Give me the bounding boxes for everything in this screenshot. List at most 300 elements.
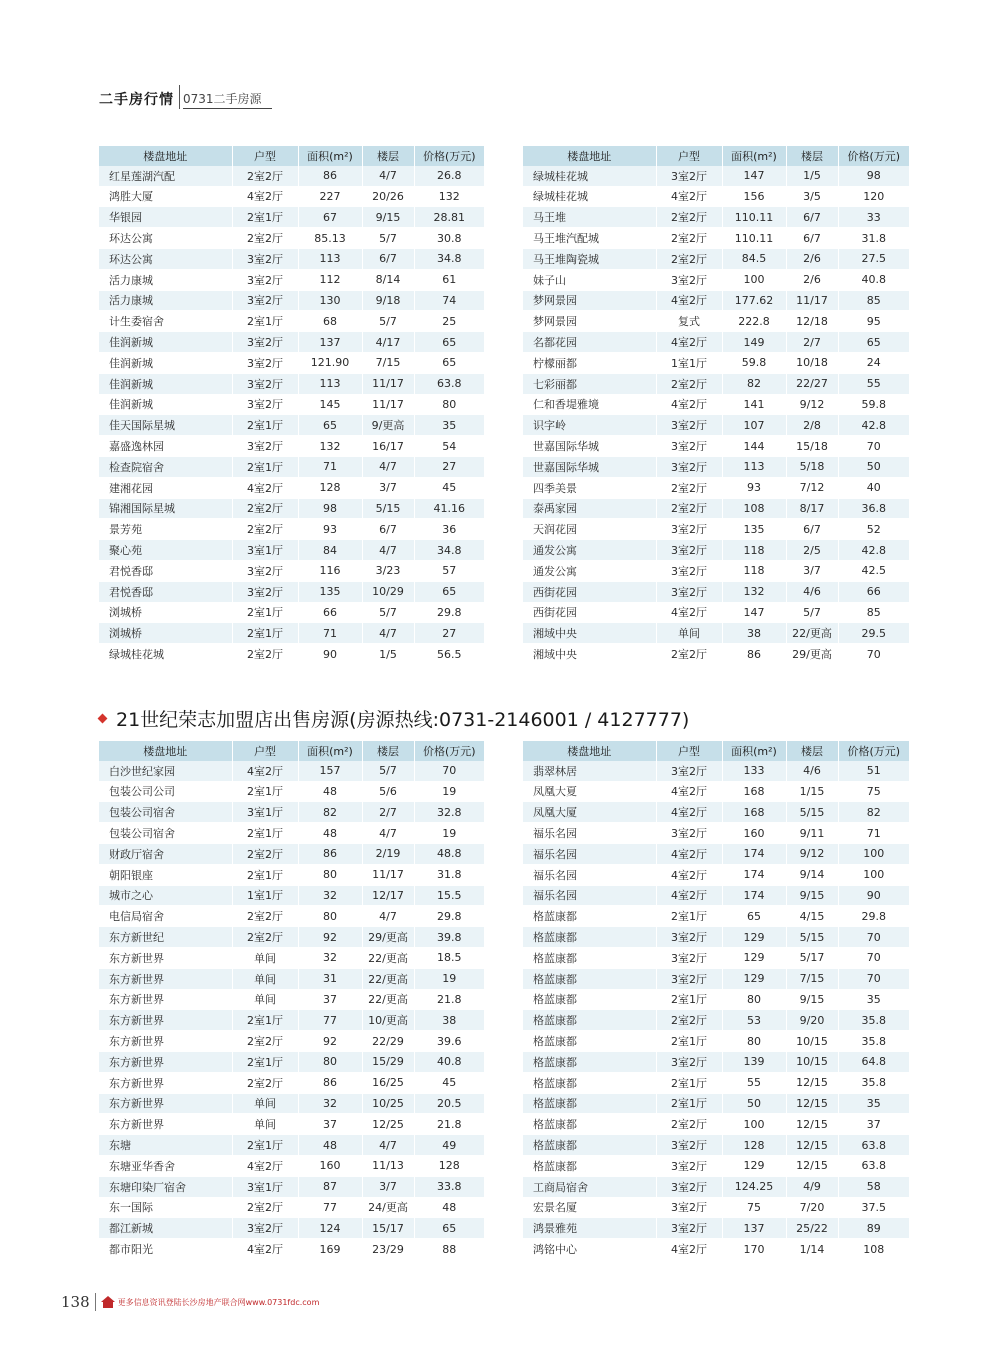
section-heading: 二手房行情 <box>99 92 174 108</box>
cell-address: 福乐名园 <box>523 864 656 885</box>
cell-address: 仁和香堤雅境 <box>523 394 656 415</box>
cell-price: 59.8 <box>838 394 909 415</box>
cell-layout: 4室2厅 <box>656 186 722 207</box>
cell-layout: 3室2厅 <box>656 519 722 540</box>
cell-layout: 2室2厅 <box>656 498 722 519</box>
footer-website-text: 更多信息资讯登陆长沙房地产联合网www.0731fdc.com <box>117 1297 320 1307</box>
cell-layout: 2室2厅 <box>232 1031 298 1052</box>
cell-layout: 2室2厅 <box>232 1072 298 1093</box>
table-row <box>99 352 484 373</box>
cell-address: 工商局宿舍 <box>523 1176 656 1197</box>
cell-floor: 10/18 <box>786 352 838 373</box>
cell-price: 21.8 <box>414 989 484 1010</box>
cell-floor: 5/7 <box>786 602 838 623</box>
cell-area: 98 <box>298 498 362 519</box>
cell-layout: 2室1厅 <box>232 311 298 332</box>
table-row <box>523 989 909 1010</box>
table-row <box>523 373 909 394</box>
table-row <box>523 207 909 228</box>
cell-area: 169 <box>298 1239 362 1260</box>
cell-area: 118 <box>722 540 786 561</box>
cell-area: 37 <box>298 989 362 1010</box>
cell-price: 90 <box>838 885 909 906</box>
listing-table-4 <box>523 741 909 1260</box>
cell-area: 112 <box>298 269 362 290</box>
col-header-floor: 楼层 <box>786 741 838 761</box>
cell-price: 35 <box>414 415 484 436</box>
cell-price: 40 <box>838 477 909 498</box>
cell-layout: 3室2厅 <box>232 560 298 581</box>
cell-layout: 复式 <box>656 311 722 332</box>
cell-layout: 2室1厅 <box>232 602 298 623</box>
cell-layout: 3室2厅 <box>232 248 298 269</box>
cell-floor: 4/7 <box>362 1135 414 1156</box>
table-row <box>523 394 909 415</box>
cell-layout: 2室2厅 <box>656 1010 722 1031</box>
table-row <box>99 906 484 927</box>
cell-floor: 12/18 <box>786 311 838 332</box>
cell-price: 36 <box>414 519 484 540</box>
cell-floor: 8/17 <box>786 498 838 519</box>
cell-address: 红星莲湖汽配 <box>99 166 232 186</box>
col-header-layout: 户型 <box>656 741 722 761</box>
cell-floor: 12/15 <box>786 1093 838 1114</box>
cell-area: 67 <box>298 207 362 228</box>
cell-price: 120 <box>838 186 909 207</box>
table-row <box>523 644 909 665</box>
cell-layout: 2室1厅 <box>232 623 298 644</box>
cell-address: 名都花园 <box>523 332 656 353</box>
table-row <box>99 311 484 332</box>
cell-floor: 4/7 <box>362 540 414 561</box>
cell-address: 景芳苑 <box>99 519 232 540</box>
cell-price: 71 <box>838 823 909 844</box>
cell-area: 168 <box>722 802 786 823</box>
cell-floor: 3/7 <box>362 1176 414 1197</box>
table-row <box>99 623 484 644</box>
cell-area: 135 <box>722 519 786 540</box>
cell-area: 77 <box>298 1010 362 1031</box>
cell-floor: 9/12 <box>786 394 838 415</box>
cell-area: 31 <box>298 968 362 989</box>
cell-address: 锦湘国际星城 <box>99 498 232 519</box>
cell-price: 35.8 <box>838 1072 909 1093</box>
cell-layout: 1室1厅 <box>656 352 722 373</box>
cell-price: 70 <box>838 927 909 948</box>
cell-address: 东方新世纪 <box>99 927 232 948</box>
cell-layout: 2室1厅 <box>232 864 298 885</box>
cell-price: 100 <box>838 864 909 885</box>
cell-floor: 6/7 <box>786 207 838 228</box>
cell-address: 鸿铭中心 <box>523 1239 656 1260</box>
cell-floor: 2/6 <box>786 248 838 269</box>
cell-floor: 15/18 <box>786 436 838 457</box>
cell-address: 绿城桂花城 <box>99 644 232 665</box>
cell-price: 70 <box>838 947 909 968</box>
cell-area: 141 <box>722 394 786 415</box>
col-header-address: 楼盘地址 <box>523 146 656 166</box>
cell-address: 浏城桥 <box>99 602 232 623</box>
table-row <box>523 968 909 989</box>
cell-floor: 24/更高 <box>362 1197 414 1218</box>
table-row <box>99 1093 484 1114</box>
cell-area: 174 <box>722 885 786 906</box>
cell-area: 59.8 <box>722 352 786 373</box>
cell-price: 88 <box>414 1239 484 1260</box>
cell-layout: 3室2厅 <box>656 1051 722 1072</box>
table-row <box>99 519 484 540</box>
cell-floor: 11/17 <box>786 290 838 311</box>
cell-layout: 2室1厅 <box>656 1031 722 1052</box>
col-header-price: 价格(万元) <box>414 741 484 761</box>
cell-address: 佳天国际星城 <box>99 415 232 436</box>
cell-floor: 7/15 <box>362 352 414 373</box>
table-row <box>523 1239 909 1260</box>
cell-floor: 5/6 <box>362 781 414 802</box>
cell-layout: 单间 <box>232 968 298 989</box>
cell-address: 东一国际 <box>99 1197 232 1218</box>
cell-layout: 2室1厅 <box>656 1072 722 1093</box>
cell-address: 宏景名厦 <box>523 1197 656 1218</box>
cell-floor: 12/15 <box>786 1155 838 1176</box>
cell-layout: 3室1厅 <box>232 1176 298 1197</box>
table-row <box>99 415 484 436</box>
cell-address: 东方新世界 <box>99 968 232 989</box>
cell-area: 128 <box>298 477 362 498</box>
cell-address: 朝阳银座 <box>99 864 232 885</box>
cell-layout: 4室2厅 <box>656 864 722 885</box>
cell-address: 东方新世界 <box>99 1051 232 1072</box>
cell-layout: 3室2厅 <box>232 394 298 415</box>
diamond-bullet-icon <box>98 714 108 724</box>
cell-floor: 5/17 <box>786 947 838 968</box>
cell-floor: 16/25 <box>362 1072 414 1093</box>
col-header-address: 楼盘地址 <box>99 741 232 761</box>
cell-layout: 3室2厅 <box>232 352 298 373</box>
cell-address: 梦网景园 <box>523 290 656 311</box>
cell-area: 100 <box>722 269 786 290</box>
cell-area: 66 <box>298 602 362 623</box>
cell-area: 86 <box>722 644 786 665</box>
cell-floor: 22/29 <box>362 1031 414 1052</box>
cell-floor: 5/15 <box>786 802 838 823</box>
cell-area: 129 <box>722 968 786 989</box>
table-row <box>99 248 484 269</box>
cell-layout: 2室1厅 <box>232 1135 298 1156</box>
cell-address: 格蓝康都 <box>523 1135 656 1156</box>
cell-layout: 2室1厅 <box>232 1051 298 1072</box>
cell-layout: 2室1厅 <box>232 415 298 436</box>
cell-price: 64.8 <box>838 1051 909 1072</box>
cell-address: 四季美景 <box>523 477 656 498</box>
cell-area: 93 <box>298 519 362 540</box>
cell-floor: 5/15 <box>786 927 838 948</box>
cell-address: 佳润新城 <box>99 373 232 394</box>
cell-address: 聚心苑 <box>99 540 232 561</box>
col-header-area: 面积(m²) <box>298 741 362 761</box>
table-row <box>523 1093 909 1114</box>
cell-layout: 4室2厅 <box>232 186 298 207</box>
table-row <box>99 1051 484 1072</box>
table-row <box>99 1010 484 1031</box>
cell-price: 27 <box>414 623 484 644</box>
cell-layout: 3室2厅 <box>656 968 722 989</box>
cell-floor: 4/9 <box>786 1176 838 1197</box>
cell-area: 128 <box>722 1135 786 1156</box>
cell-area: 80 <box>722 1031 786 1052</box>
cell-price: 28.81 <box>414 207 484 228</box>
cell-floor: 16/17 <box>362 436 414 457</box>
cell-area: 170 <box>722 1239 786 1260</box>
cell-price: 61 <box>414 269 484 290</box>
cell-area: 144 <box>722 436 786 457</box>
cell-floor: 12/15 <box>786 1135 838 1156</box>
cell-floor: 22/更高 <box>362 947 414 968</box>
table-row <box>523 781 909 802</box>
table-row <box>523 311 909 332</box>
cell-price: 65 <box>414 581 484 602</box>
cell-price: 19 <box>414 823 484 844</box>
cell-address: 佳润新城 <box>99 352 232 373</box>
cell-price: 32.8 <box>414 802 484 823</box>
table-row <box>99 1072 484 1093</box>
table-row <box>99 373 484 394</box>
cell-area: 84 <box>298 540 362 561</box>
cell-floor: 10/15 <box>786 1051 838 1072</box>
cell-price: 63.8 <box>838 1155 909 1176</box>
cell-address: 绿城桂花城 <box>523 186 656 207</box>
table-row <box>523 166 909 186</box>
table-row <box>99 477 484 498</box>
cell-price: 19 <box>414 968 484 989</box>
cell-address: 东方新世界 <box>99 947 232 968</box>
cell-area: 124.25 <box>722 1176 786 1197</box>
listing-table-1 <box>99 146 484 665</box>
cell-price: 100 <box>838 843 909 864</box>
col-header-price: 价格(万元) <box>838 146 909 166</box>
table-row <box>523 560 909 581</box>
cell-price: 29.8 <box>838 906 909 927</box>
cell-price: 63.8 <box>838 1135 909 1156</box>
table-row <box>99 498 484 519</box>
cell-area: 124 <box>298 1218 362 1239</box>
cell-address: 柠檬丽都 <box>523 352 656 373</box>
cell-address: 凤凰大厦 <box>523 802 656 823</box>
listing-table-2 <box>523 146 909 665</box>
cell-address: 七彩丽都 <box>523 373 656 394</box>
cell-layout: 单间 <box>656 623 722 644</box>
cell-layout: 2室2厅 <box>232 843 298 864</box>
cell-address: 格蓝康都 <box>523 1051 656 1072</box>
cell-address: 天润花园 <box>523 519 656 540</box>
cell-area: 80 <box>298 906 362 927</box>
table-row <box>99 885 484 906</box>
cell-price: 98 <box>838 166 909 186</box>
cell-price: 21.8 <box>414 1114 484 1135</box>
cell-area: 48 <box>298 1135 362 1156</box>
cell-area: 116 <box>298 560 362 581</box>
cell-price: 70 <box>414 761 484 781</box>
cell-address: 格蓝康都 <box>523 906 656 927</box>
cell-layout: 3室2厅 <box>656 269 722 290</box>
cell-address: 马王堆陶瓷城 <box>523 248 656 269</box>
cell-layout: 2室2厅 <box>656 477 722 498</box>
cell-price: 40.8 <box>414 1051 484 1072</box>
table-row <box>523 269 909 290</box>
cell-layout: 单间 <box>232 1114 298 1135</box>
cell-layout: 2室2厅 <box>656 373 722 394</box>
cell-area: 85.13 <box>298 228 362 249</box>
cell-price: 48.8 <box>414 843 484 864</box>
table-row <box>99 602 484 623</box>
cell-price: 55 <box>838 373 909 394</box>
cell-floor: 2/5 <box>786 540 838 561</box>
cell-address: 格蓝康都 <box>523 1010 656 1031</box>
table-row <box>99 1135 484 1156</box>
footer-divider <box>95 1293 96 1311</box>
cell-layout: 3室2厅 <box>232 332 298 353</box>
cell-area: 48 <box>298 781 362 802</box>
cell-floor: 10/15 <box>786 1031 838 1052</box>
cell-area: 147 <box>722 602 786 623</box>
cell-price: 29.8 <box>414 906 484 927</box>
table-row <box>99 581 484 602</box>
cell-layout: 4室2厅 <box>656 781 722 802</box>
cell-floor: 22/更高 <box>362 989 414 1010</box>
cell-price: 54 <box>414 436 484 457</box>
table-row <box>523 519 909 540</box>
table-row <box>523 456 909 477</box>
cell-floor: 1/5 <box>362 644 414 665</box>
table-row <box>99 1176 484 1197</box>
cell-address: 环达公寓 <box>99 228 232 249</box>
table-row <box>523 947 909 968</box>
cell-price: 33.8 <box>414 1176 484 1197</box>
cell-floor: 5/7 <box>362 228 414 249</box>
cell-floor: 8/14 <box>362 269 414 290</box>
cell-layout: 2室2厅 <box>656 644 722 665</box>
cell-layout: 4室2厅 <box>656 394 722 415</box>
cell-price: 74 <box>414 290 484 311</box>
cell-price: 42.5 <box>838 560 909 581</box>
col-header-floor: 楼层 <box>786 146 838 166</box>
cell-address: 梦网景园 <box>523 311 656 332</box>
cell-floor: 9/14 <box>786 864 838 885</box>
table-row <box>99 968 484 989</box>
cell-layout: 2室2厅 <box>656 1114 722 1135</box>
table-row <box>99 644 484 665</box>
cell-price: 65 <box>414 352 484 373</box>
table-row <box>99 823 484 844</box>
cell-floor: 7/12 <box>786 477 838 498</box>
table-row <box>99 947 484 968</box>
cell-layout: 2室2厅 <box>656 248 722 269</box>
cell-address: 福乐名园 <box>523 885 656 906</box>
cell-area: 86 <box>298 843 362 864</box>
cell-floor: 7/15 <box>786 968 838 989</box>
cell-floor: 9/15 <box>786 885 838 906</box>
col-header-layout: 户型 <box>656 146 722 166</box>
table-row <box>99 1197 484 1218</box>
cell-floor: 6/7 <box>786 519 838 540</box>
cell-price: 20.5 <box>414 1093 484 1114</box>
cell-floor: 2/8 <box>786 415 838 436</box>
cell-price: 65 <box>414 332 484 353</box>
cell-address: 绿城桂花城 <box>523 166 656 186</box>
table-row <box>99 802 484 823</box>
table-row <box>523 1197 909 1218</box>
cell-area: 156 <box>722 186 786 207</box>
table-row <box>523 1176 909 1197</box>
section-title-21st-century <box>99 705 689 732</box>
cell-address: 东方新世界 <box>99 1114 232 1135</box>
cell-area: 118 <box>722 560 786 581</box>
cell-price: 30.8 <box>414 228 484 249</box>
cell-floor: 3/7 <box>786 560 838 581</box>
table-row <box>99 864 484 885</box>
cell-address: 包装公司宿舍 <box>99 823 232 844</box>
cell-floor: 29/更高 <box>362 927 414 948</box>
cell-address: 格蓝康都 <box>523 947 656 968</box>
cell-layout: 4室2厅 <box>656 885 722 906</box>
cell-price: 52 <box>838 519 909 540</box>
cell-address: 通发公寓 <box>523 560 656 581</box>
col-header-floor: 楼层 <box>362 146 414 166</box>
cell-address: 格蓝康都 <box>523 1072 656 1093</box>
cell-address: 西街花园 <box>523 581 656 602</box>
cell-layout: 4室2厅 <box>232 1155 298 1176</box>
cell-address: 东方新世界 <box>99 989 232 1010</box>
cell-area: 145 <box>298 394 362 415</box>
cell-area: 107 <box>722 415 786 436</box>
cell-price: 18.5 <box>414 947 484 968</box>
cell-layout: 4室2厅 <box>656 1239 722 1260</box>
table-row <box>523 332 909 353</box>
cell-price: 42.8 <box>838 540 909 561</box>
cell-price: 31.8 <box>838 228 909 249</box>
cell-address: 佳润新城 <box>99 332 232 353</box>
cell-layout: 3室2厅 <box>232 269 298 290</box>
house-logo-icon <box>101 1296 115 1308</box>
cell-price: 15.5 <box>414 885 484 906</box>
table-row <box>99 394 484 415</box>
table-row <box>99 1155 484 1176</box>
cell-floor: 4/6 <box>786 581 838 602</box>
cell-floor: 6/7 <box>786 228 838 249</box>
table-row <box>99 186 484 207</box>
listing-table-3 <box>99 741 484 1260</box>
cell-price: 24 <box>838 352 909 373</box>
table-row <box>99 1114 484 1135</box>
cell-address: 计生委宿舍 <box>99 311 232 332</box>
cell-area: 113 <box>298 373 362 394</box>
cell-area: 48 <box>298 823 362 844</box>
cell-area: 50 <box>722 1093 786 1114</box>
cell-price: 26.8 <box>414 166 484 186</box>
cell-area: 71 <box>298 623 362 644</box>
table-row <box>523 843 909 864</box>
cell-floor: 4/7 <box>362 166 414 186</box>
cell-price: 85 <box>838 602 909 623</box>
cell-floor: 2/7 <box>786 332 838 353</box>
cell-layout: 3室2厅 <box>656 456 722 477</box>
cell-floor: 12/17 <box>362 885 414 906</box>
cell-layout: 2室1厅 <box>232 1010 298 1031</box>
cell-layout: 2室2厅 <box>232 644 298 665</box>
cell-floor: 5/18 <box>786 456 838 477</box>
cell-area: 129 <box>722 1155 786 1176</box>
cell-floor: 11/17 <box>362 373 414 394</box>
